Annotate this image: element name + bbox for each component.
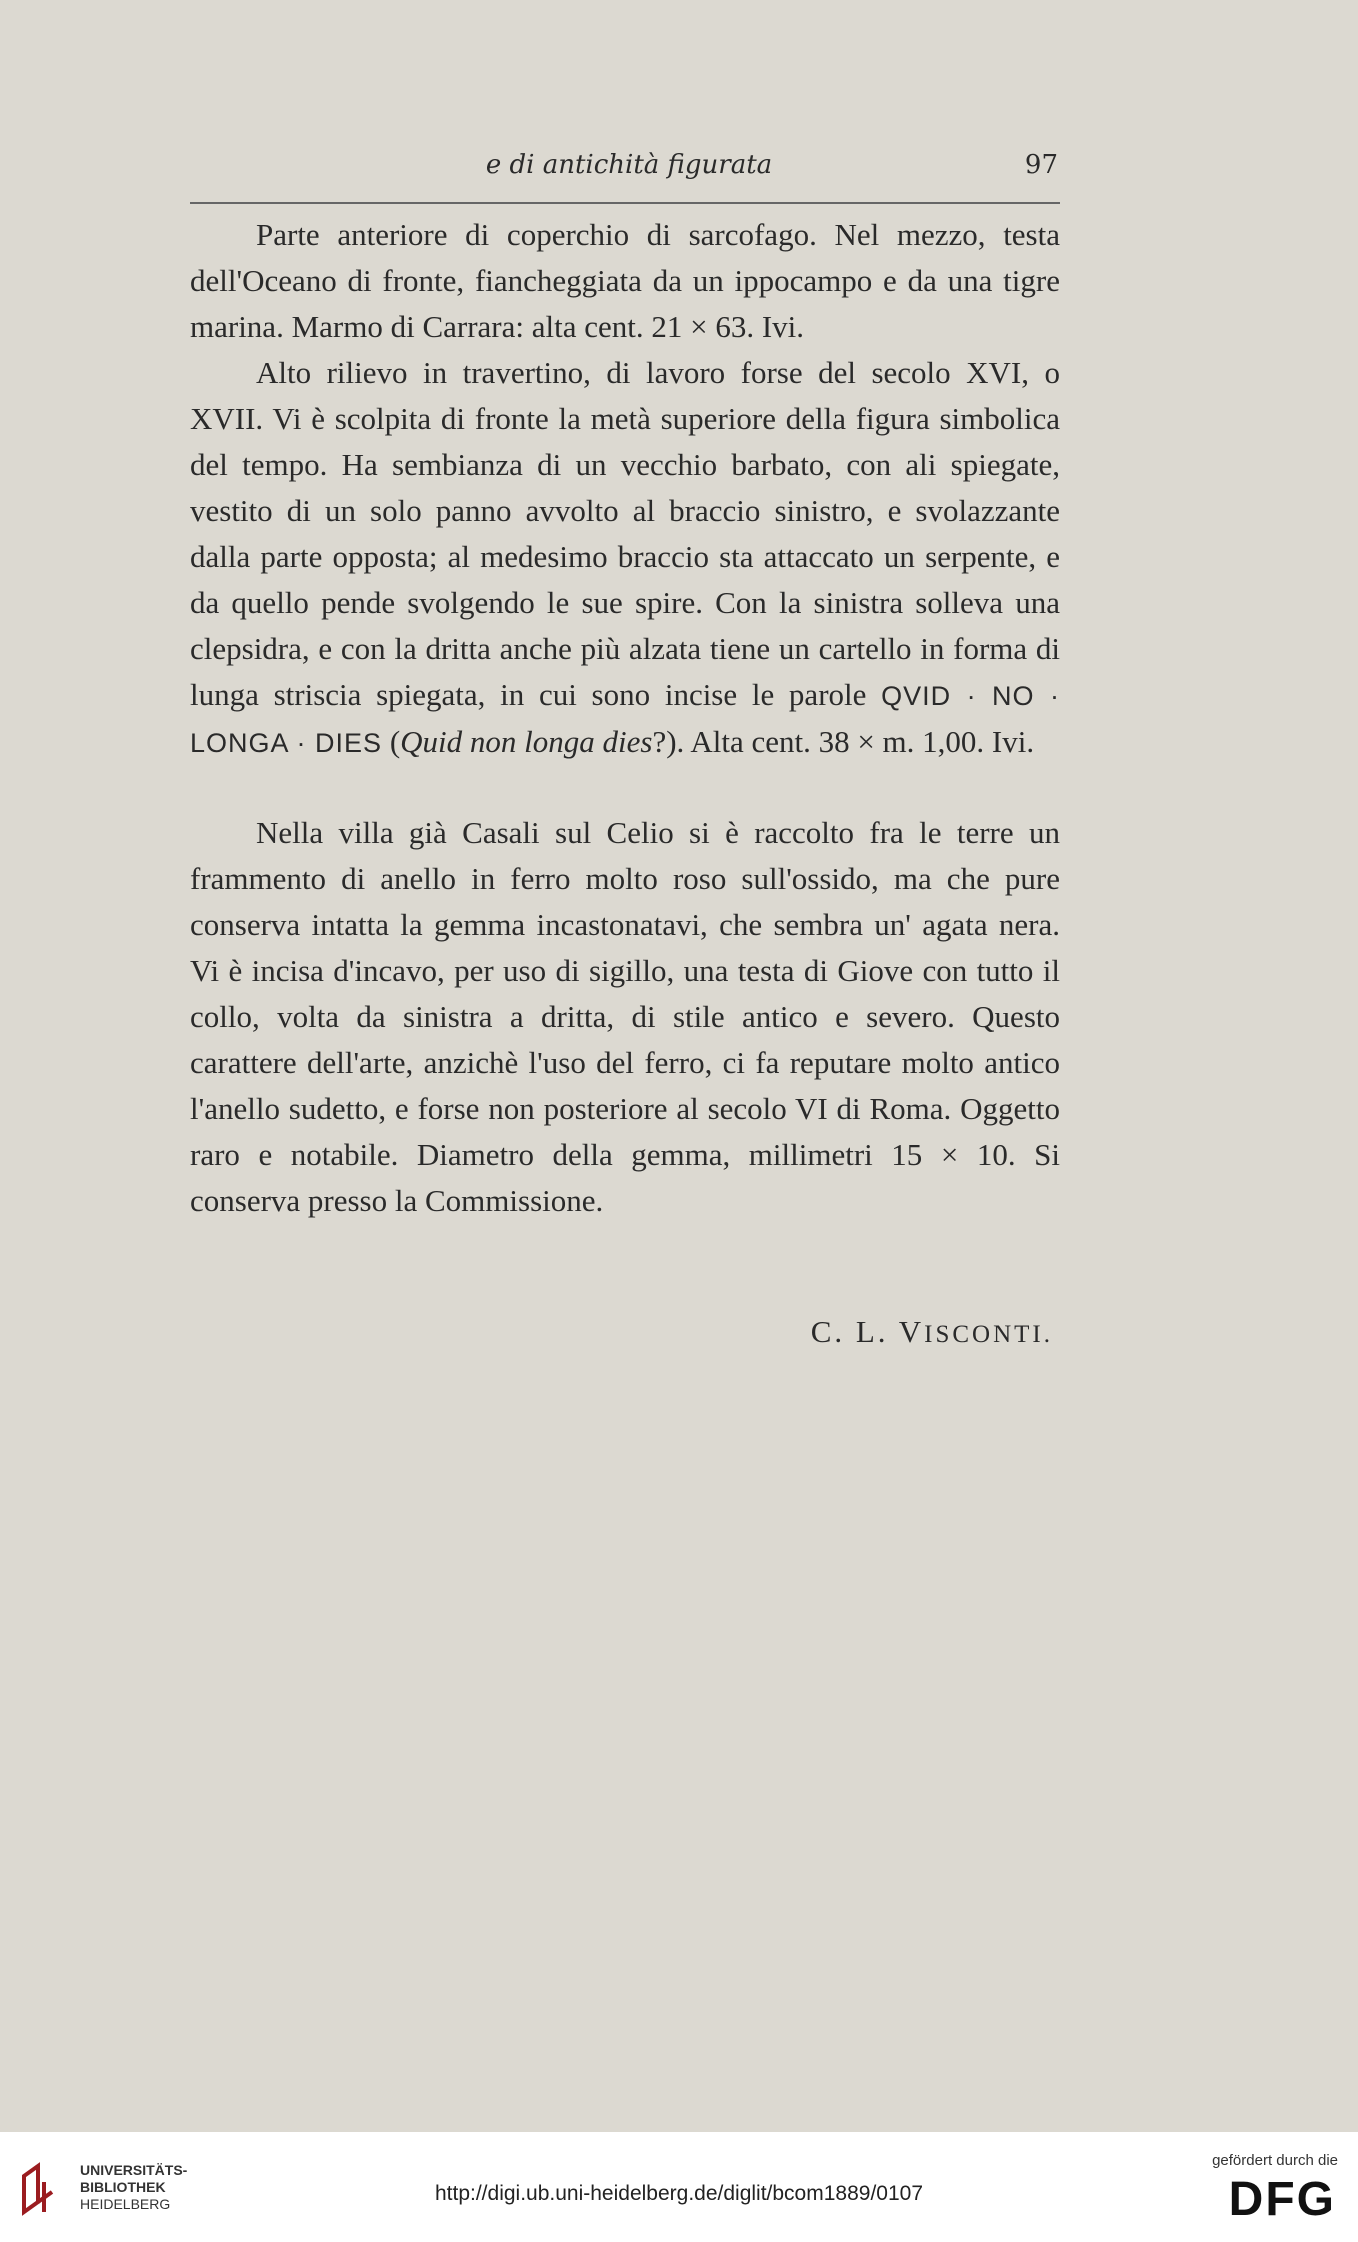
page-number: 97 xyxy=(1024,150,1058,180)
paragraph-sarcophagus: Parte anteriore di coperchio di sarcofago. Nel mezzo, testa dell'Oceano di fronte, fiancheggiata da un ippocampo e da una tigre marina. Marmo di Carrara: alta cent. 21 × 63. Ivi. xyxy=(190,217,1060,344)
signature-surname: ISCONTI. xyxy=(924,1321,1053,1348)
relief-text: Alto rilievo in travertino, di lavoro forse del secolo XVI, o XVII. Vi è scolpita di fronte la metà superiore della figura simbolica del tempo. Ha sembianza di un vecchio barbato, con ali spiegate, vestito di un solo panno avvolto al braccio sinistro, e svolazzante dalla parte opposta; al medesimo braccio sta attaccato un serpente, e da quello pende svolgendo le sue spire. Con la sinistra solleva una clepsidra, e con la dritta anche più alzata tiene un cartello in forma di lunga striscia spiegata, in cui sono incise le parole xyxy=(190,355,1060,712)
dfg-logo: DFG xyxy=(1228,2173,1336,2226)
inscription: QVID · NO · LONGA · DIES xyxy=(190,681,1060,758)
header-rule xyxy=(190,202,1060,204)
library-name-line2: BIBLIOTHEK xyxy=(80,2179,166,2195)
funded-by-label: gefördert durch die xyxy=(1212,2152,1338,2169)
paragraph-relief xyxy=(190,350,1060,766)
inscription-translation: Quid non longa dies xyxy=(400,724,653,759)
author-signature xyxy=(811,1314,1053,1350)
library-name-line3: HEIDELBERG xyxy=(80,2196,171,2212)
library-name-line1: UNIVERSITÄTS- xyxy=(80,2162,188,2178)
paren-open: ( xyxy=(389,724,401,759)
body-text xyxy=(190,212,1060,1224)
running-header xyxy=(190,150,1068,190)
signature-initials: C. L. V xyxy=(810,1314,925,1349)
paragraph-ring: Nella villa già Casali sul Celio si è raccolto fra le terre un frammento di anello in ferro molto roso sull'ossido, ma che pure conserva intatta la gemma incastonatavi, che sembra un' agata nera. Vi è incisa d'incavo, per uso di sigillo, una testa di Giove con tutto il collo, volta da sinistra a dritta, di stile antico e severo. Questo carattere dell'arte, anzichè l'uso del ferro, ci fa reputare molto antico l'anello sudetto, e forse non posteriore al secolo VI di Roma. Oggetto raro e notabile. Diametro della gemma, millimetri 15 × 10. Si conserva presso la Commissione. xyxy=(190,815,1060,1218)
running-title: e di antichità figurata xyxy=(485,150,773,180)
digitization-footer xyxy=(0,2132,1358,2242)
source-url[interactable]: http://digi.ub.uni-heidelberg.de/diglit/bcom1889/0107 xyxy=(434,2182,923,2205)
relief-dimensions: ?). Alta cent. 38 × m. 1,00. Ivi. xyxy=(652,724,1035,759)
